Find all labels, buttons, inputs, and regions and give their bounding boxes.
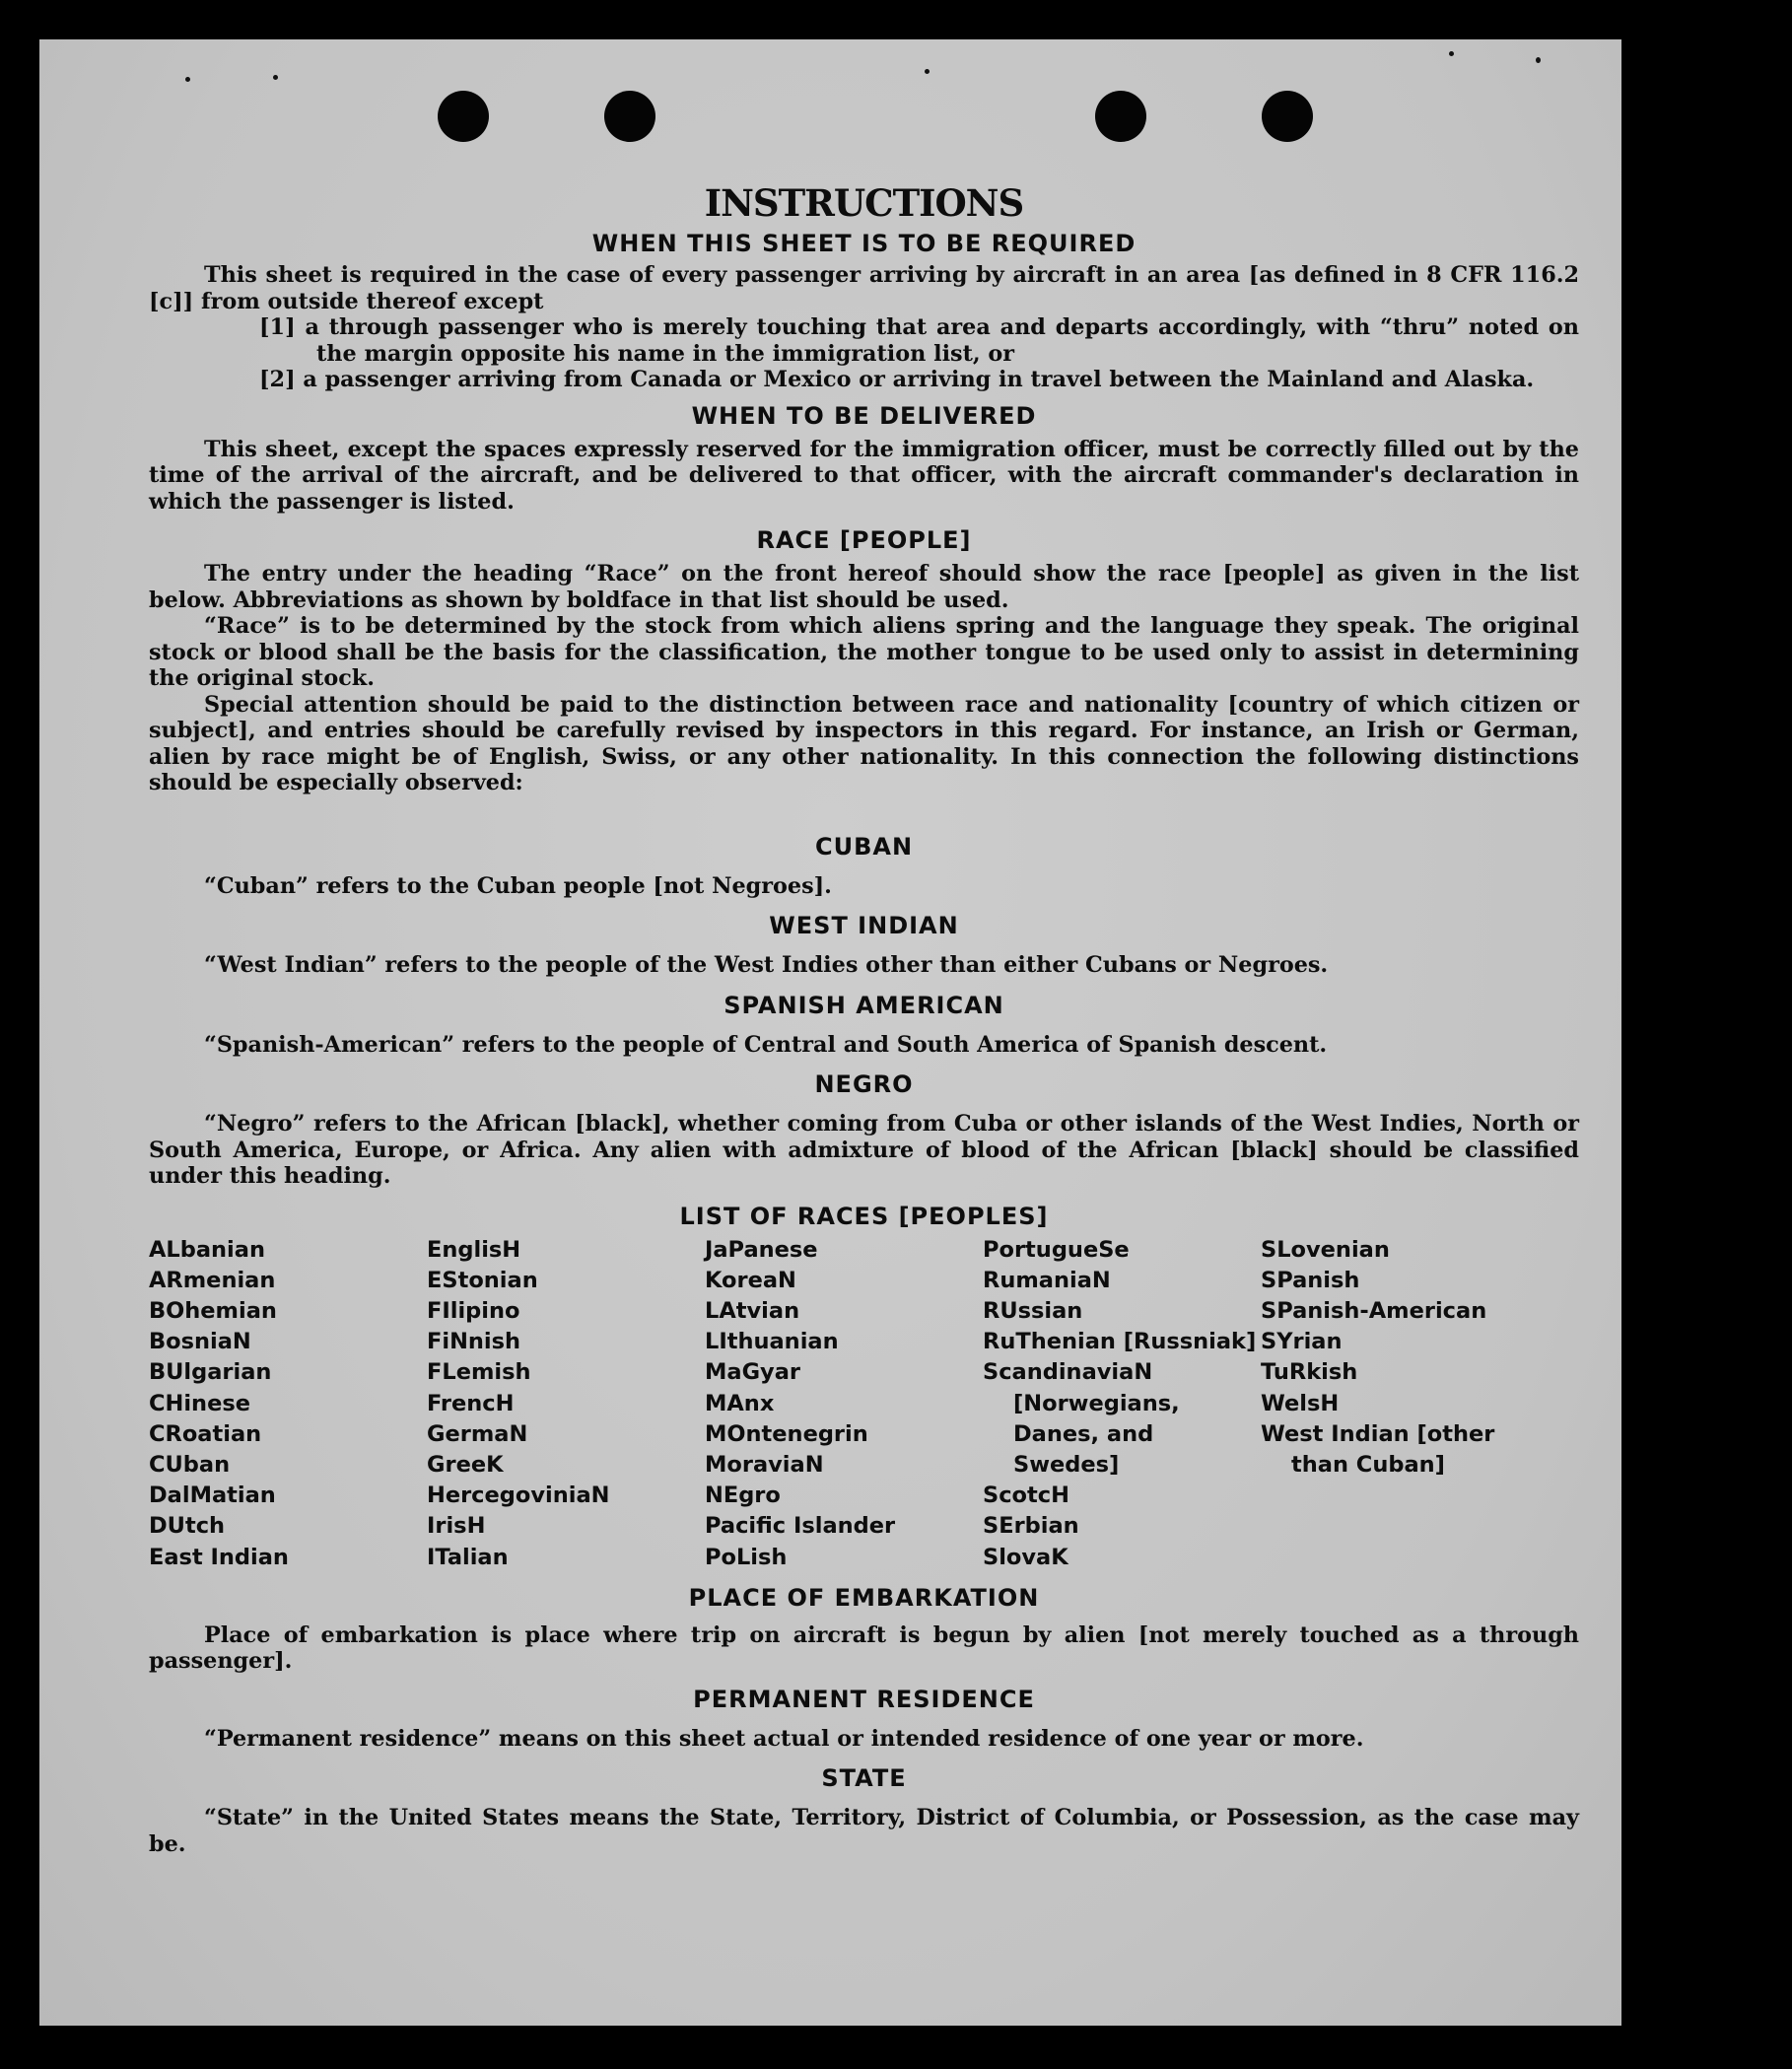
race-item: RumaniaN xyxy=(983,1267,1111,1293)
race-item: LIthuanian xyxy=(705,1329,839,1355)
ink-speck xyxy=(185,77,190,82)
heading-list-of-races: LIST OF RACES [PEOPLES] xyxy=(679,1202,1049,1230)
race-item: DalMatian xyxy=(149,1483,276,1509)
race-item: MAnx xyxy=(705,1390,775,1416)
race-item: FLemish xyxy=(427,1359,531,1386)
race-item: ScotcH xyxy=(983,1483,1069,1509)
cuban-text: “Cuban” refers to the Cuban people [not Negroes]. xyxy=(204,872,832,899)
negro-text: “Negro” refers to the African [black], whether coming from Cuba or other islands of the West Indies, North or South America, Europe, or Africa. Any alien with admixture of blood of the African [black] should be classified under this heading. xyxy=(149,1111,1579,1189)
race-item: RuThenian [Russniak] xyxy=(983,1329,1257,1355)
heading-delivered: WHEN TO BE DELIVERED xyxy=(691,401,1037,430)
races-list xyxy=(149,1235,1579,1573)
required-exception-1: [1] a through passenger who is merely touching that area and departs accordingly, with “thru” noted on the margin opposite his name in the immigration list, or xyxy=(259,314,1579,367)
race-item: NEgro xyxy=(705,1483,781,1509)
heading-embarkation: PLACE OF EMBARKATION xyxy=(688,1583,1040,1612)
race-item: SPanish xyxy=(1261,1267,1360,1293)
race-item: MaGyar xyxy=(705,1359,800,1386)
race-item: MOntenegrin xyxy=(705,1420,868,1447)
west-indian-text: “West Indian” refers to the people of the West Indies other than either Cubans or Negroes. xyxy=(204,952,1329,978)
delivered-text: This sheet, except the spaces expressly reserved for the immigration officer, must be correctly filled out by the time of the arrival of the aircraft, and be delivered to that officer, with the aircraft commander's declaration in which the passenger is listed. xyxy=(149,436,1579,515)
heading-west-indian: WEST INDIAN xyxy=(769,912,959,939)
document-sheet xyxy=(39,39,1621,2026)
heading-spanish-american: SPANISH AMERICAN xyxy=(724,991,1004,1019)
state-text: “State” in the United States means the State, Territory, District of Columbia, or Possession, as the case may be. xyxy=(149,1805,1579,1857)
race-item: TuRkish xyxy=(1261,1359,1358,1386)
residence-text: “Permanent residence” means on this sheet actual or intended residence of one year or more. xyxy=(204,1725,1364,1752)
races-column-3 xyxy=(705,1235,983,1573)
race-item: ITalian xyxy=(427,1544,509,1570)
race-item: SLovenian xyxy=(1261,1236,1390,1263)
race-item: GreeK xyxy=(427,1451,504,1478)
required-intro: This sheet is required in the case of every passenger arriving by aircraft in an area [as defined in 8 CFR 116.2 [c]] from outside thereof except xyxy=(149,262,1579,314)
race-item: PortugueSe xyxy=(983,1236,1130,1263)
ink-speck xyxy=(1536,57,1541,63)
race-item: FiNnish xyxy=(427,1329,521,1355)
race-item: ScandinaviaN [Norwegians, Danes, and Swedes] xyxy=(983,1359,1180,1478)
race-item: CRoatian xyxy=(149,1420,262,1447)
required-exception-2: [2] a passenger arriving from Canada or Mexico or arriving in travel between the Mainland and Alaska. xyxy=(259,367,1535,392)
race-item: ALbanian xyxy=(149,1236,265,1263)
punch-hole xyxy=(1262,91,1313,142)
heading-negro: NEGRO xyxy=(814,1070,914,1098)
punch-hole xyxy=(1095,91,1146,142)
race-paragraph-3: Special attention should be paid to the distinction between race and nationality [country of which citizen or subject], and entries should be carefully revised by inspectors in this regard. For instance, an Irish or German, alien by race might be of English, Swiss, or any other nationality. In this connection the following distinctions should be especially observed: xyxy=(149,691,1579,795)
race-item: EStonian xyxy=(427,1267,538,1293)
race-item: BosniaN xyxy=(149,1329,251,1355)
spanish-american-text: “Spanish-American” refers to the people of Central and South America of Spanish descent. xyxy=(204,1031,1328,1058)
race-item: BUlgarian xyxy=(149,1359,272,1386)
race-item: HercegoviniaN xyxy=(427,1483,610,1509)
ink-speck xyxy=(1449,51,1454,56)
race-item: WelsH xyxy=(1261,1390,1340,1416)
races-column-1 xyxy=(149,1235,427,1573)
page-title: INSTRUCTIONS xyxy=(704,181,1024,225)
races-column-2 xyxy=(427,1235,705,1573)
races-column-5 xyxy=(1261,1235,1556,1573)
race-item: MoraviaN xyxy=(705,1451,824,1478)
race-item: BOhemian xyxy=(149,1297,277,1324)
race-item: LAtvian xyxy=(705,1297,800,1324)
race-item: GermaN xyxy=(427,1420,528,1447)
heading-cuban: CUBAN xyxy=(814,832,914,861)
race-item: CHinese xyxy=(149,1390,250,1416)
race-item: East Indian xyxy=(149,1544,289,1570)
race-item: FIlipino xyxy=(427,1297,520,1324)
race-paragraph-2: “Race” is to be determined by the stock from which aliens spring and the language they speak. The original stock or blood shall be the basis for the classification, the mother tongue to be used only to assist in determining the original stock. xyxy=(149,613,1579,691)
race-item: ARmenian xyxy=(149,1267,276,1293)
race-item: RUssian xyxy=(983,1297,1083,1324)
race-item: KoreaN xyxy=(705,1267,796,1293)
ink-speck xyxy=(925,69,930,74)
ink-speck xyxy=(273,75,278,80)
race-item: SYrian xyxy=(1261,1329,1343,1355)
race-item: SlovaK xyxy=(983,1544,1068,1570)
races-column-4 xyxy=(983,1235,1261,1573)
race-item: PoLish xyxy=(705,1544,788,1570)
race-item: SErbian xyxy=(983,1513,1079,1540)
heading-required: WHEN THIS SHEET IS TO BE REQUIRED xyxy=(591,230,1137,257)
race-item: Pacific Islander xyxy=(705,1513,896,1540)
heading-race: RACE [PEOPLE] xyxy=(756,526,972,554)
race-item: IrisH xyxy=(427,1513,486,1540)
punch-hole xyxy=(604,91,655,142)
race-item: JaPanese xyxy=(705,1236,818,1263)
heading-residence: PERMANENT RESIDENCE xyxy=(693,1685,1035,1713)
race-item: West Indian [other than Cuban] xyxy=(1261,1420,1495,1478)
race-item: FrencH xyxy=(427,1390,515,1416)
heading-state: STATE xyxy=(821,1764,907,1793)
embarkation-text: Place of embarkation is place where trip on aircraft is begun by alien [not merely touched as a through passenger]. xyxy=(149,1621,1579,1675)
instructions-content xyxy=(149,179,1579,1857)
race-item: DUtch xyxy=(149,1513,226,1540)
race-item: EnglisH xyxy=(427,1236,521,1263)
race-paragraph-1: The entry under the heading “Race” on the front hereof should show the race [people] as given in the list below. Abbreviations as shown by boldface in that list should be used. xyxy=(149,561,1579,613)
race-item: CUban xyxy=(149,1451,231,1478)
race-item: SPanish-American xyxy=(1261,1297,1487,1324)
punch-hole xyxy=(438,91,489,142)
